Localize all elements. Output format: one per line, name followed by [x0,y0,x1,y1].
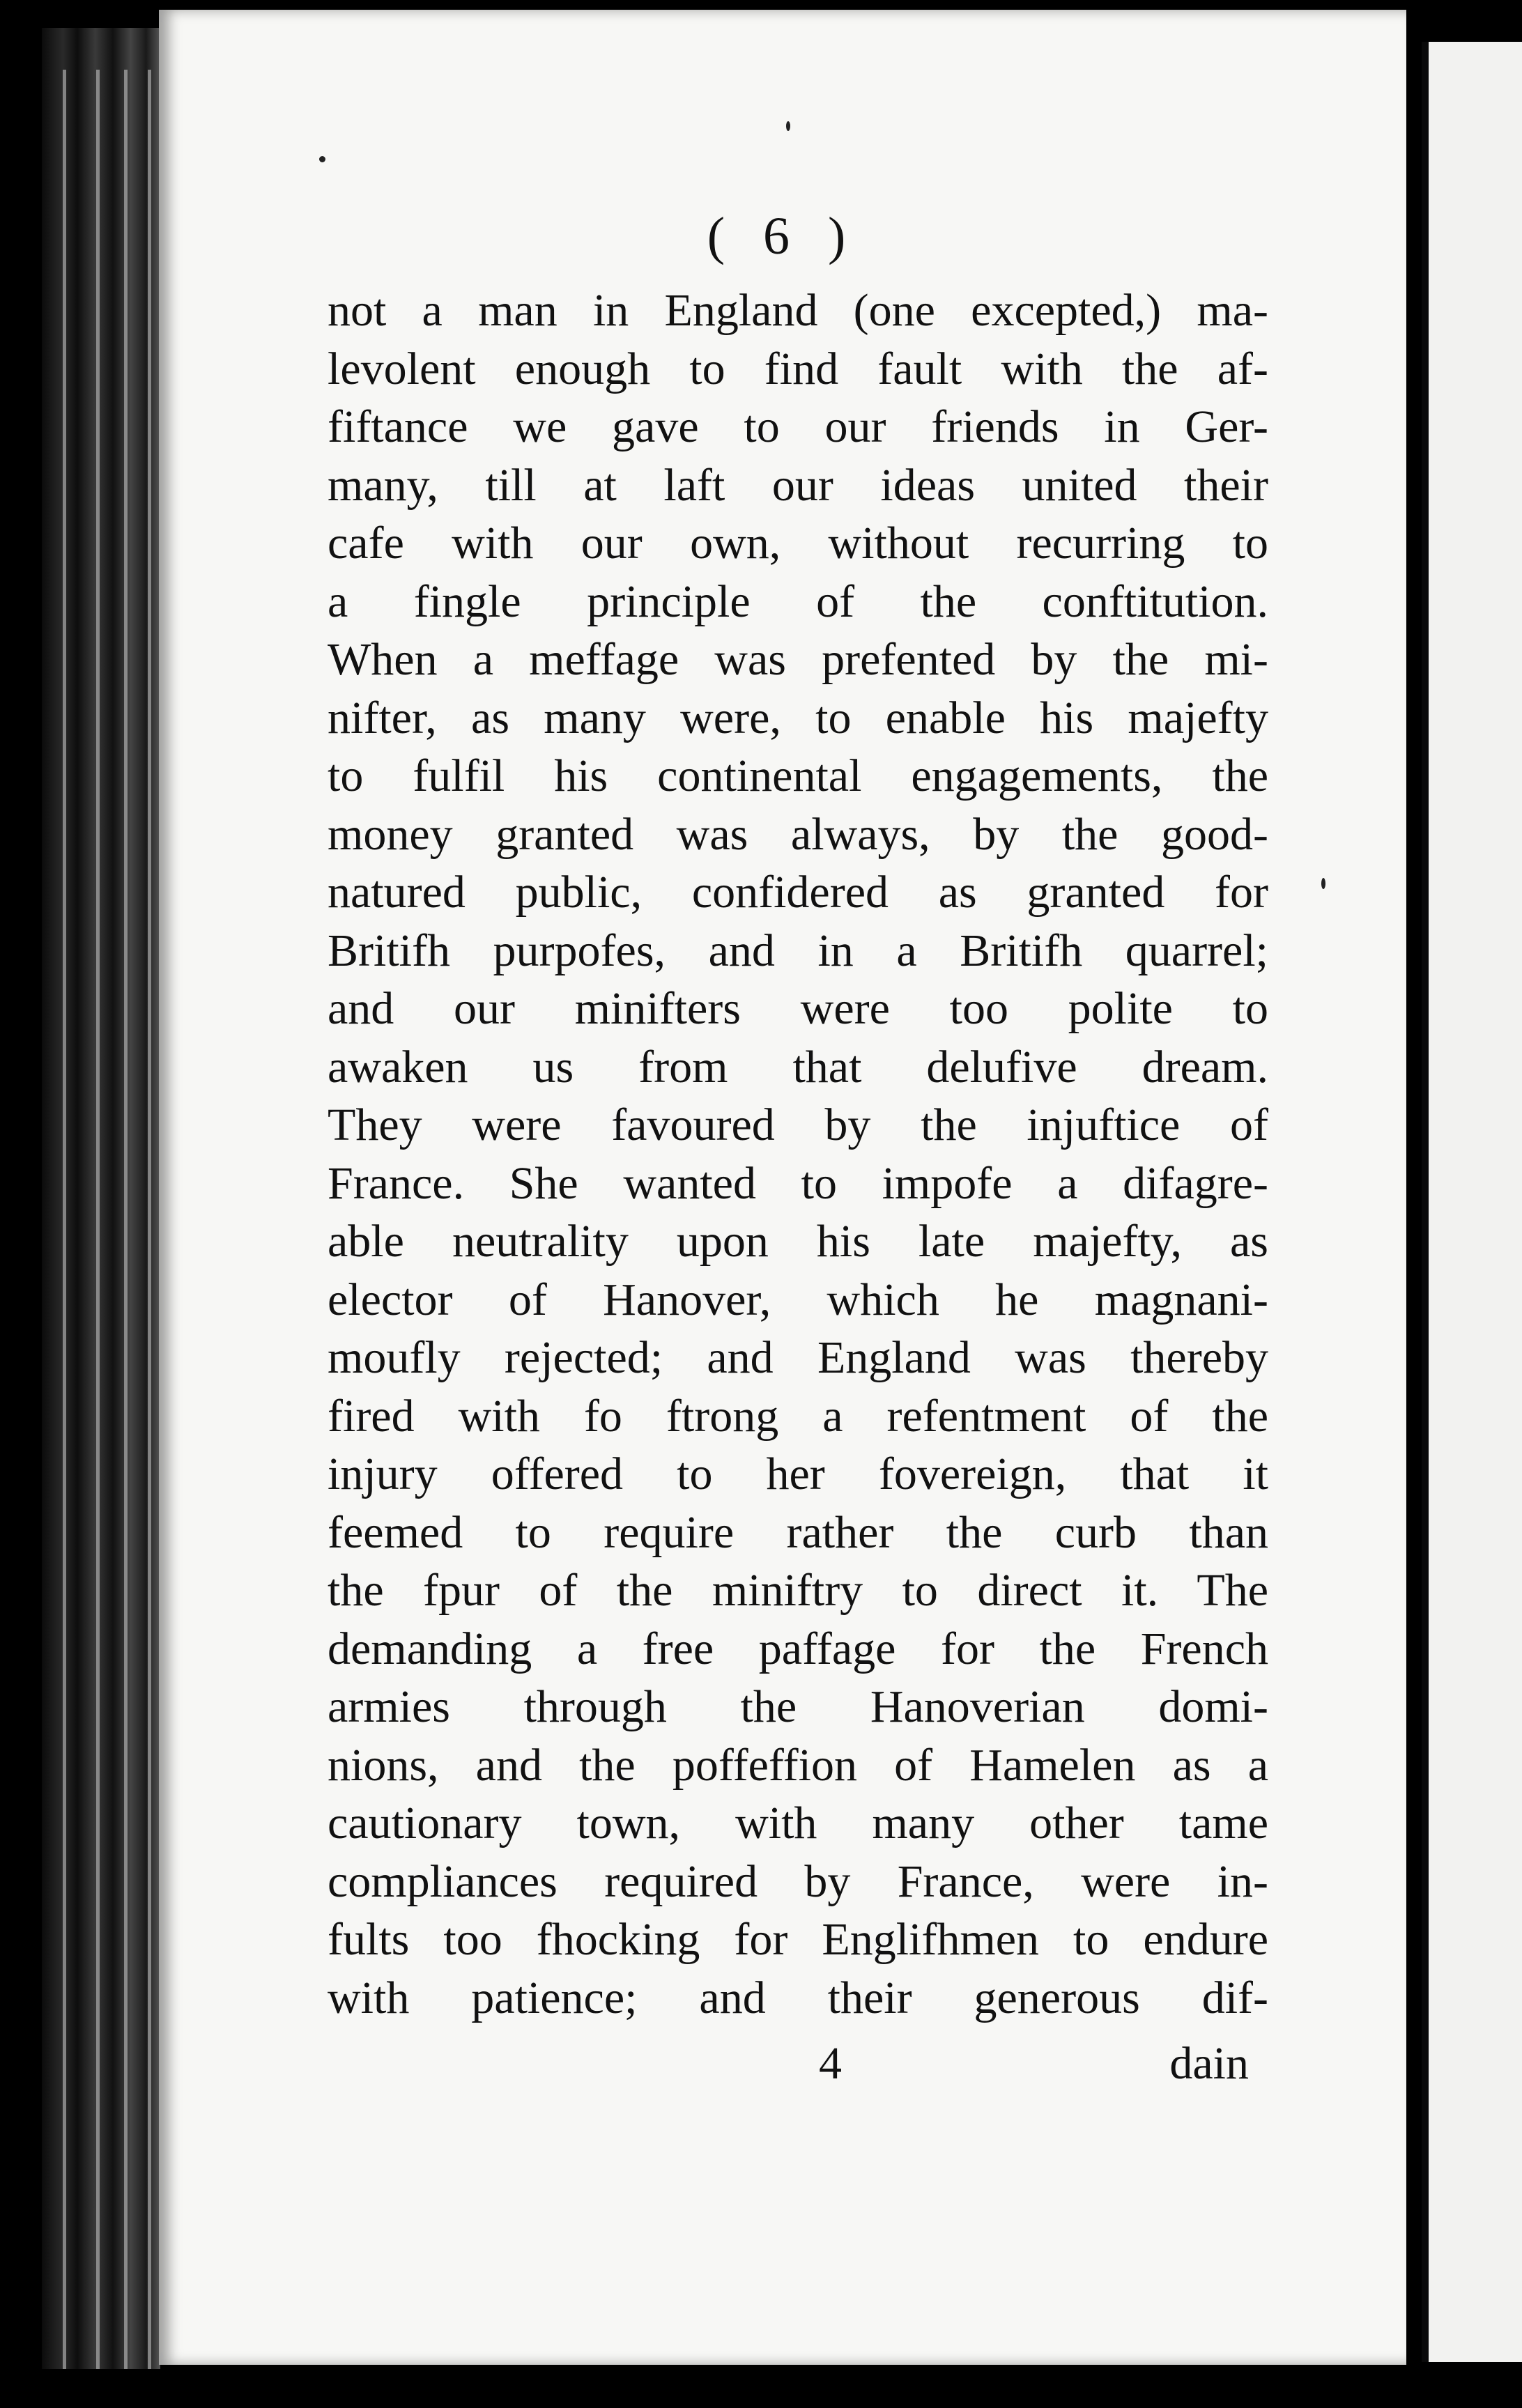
book-gutter [42,28,160,2369]
catchword: dain [1169,2038,1249,2089]
text-line: the fpur of the miniftry to direct it. The [328,1565,1268,1616]
text-line: armies through the Hanoverian domi- [328,1681,1268,1732]
text-line: fults too fhocking for Englifhmen to endure [328,1914,1268,1965]
paper-speck [1321,878,1325,889]
signature-mark: 4 [819,2038,842,2089]
page-footer [328,2037,1268,2100]
text-line: to fulfil his continental engagements, the [328,750,1268,801]
text-line: elector of Hanover, which he magnani- [328,1274,1268,1325]
text-line: moufly rejected; and England was thereby [328,1332,1268,1383]
text-line: France. She wanted to impofe a difagre- [328,1157,1268,1209]
text-line: levolent enough to find fault with the af- [328,343,1268,394]
text-line: not a man in England (one excepted,) ma- [328,285,1268,336]
text-line: awaken us from that delufive dream. [328,1041,1268,1093]
text-line: and our minifters were too polite to [328,983,1268,1034]
text-line: When a meffage was prefented by the mi- [328,634,1268,685]
text-line: cafe with our own, without recurring to [328,518,1268,569]
text-line: fired with fo ftrong a refentment of the [328,1390,1268,1442]
adjacent-page-edge [1422,42,1522,2362]
text-line: injury offered to her fovereign, that it [328,1449,1268,1499]
text-line: compliances required by France, were in- [328,1855,1268,1907]
text-line: with patience; and their generous dif- [328,1972,1268,2023]
text-line: able neutrality upon his late majefty, as [328,1216,1268,1267]
text-line: demanding a free paffage for the French [328,1623,1268,1674]
text-line: a fingle principle of the conftitution. [328,576,1268,627]
text-line: many, till at laft our ideas united their [328,459,1268,511]
text-line: feemed to require rather the curb than [328,1506,1268,1558]
gutter-page-edge [63,70,66,2369]
text-line: nions, and the poffeffion of Hamelen as a [328,1739,1268,1791]
text-line: nifter, as many were, to enable his majefty [328,692,1268,743]
text-line: Britifh purpofes, and in a Britifh quarrel; [328,925,1268,976]
text-line: money granted was always, by the good- [328,808,1268,860]
text-line: natured public, confidered as granted for [328,867,1268,918]
gutter-page-edge [124,70,128,2369]
text-line: They were favoured by the injuftice of [328,1099,1268,1150]
paper-speck [319,156,325,162]
gutter-page-edge [96,70,100,2369]
body-text [328,281,1268,2027]
text-line: fiftance we gave to our friends in Ger- [328,401,1268,452]
paper-speck [786,121,790,131]
page-number: ( 6 ) [707,207,859,265]
gutter-page-edge [148,70,151,2369]
text-line: cautionary town, with many other tame [328,1798,1268,1849]
